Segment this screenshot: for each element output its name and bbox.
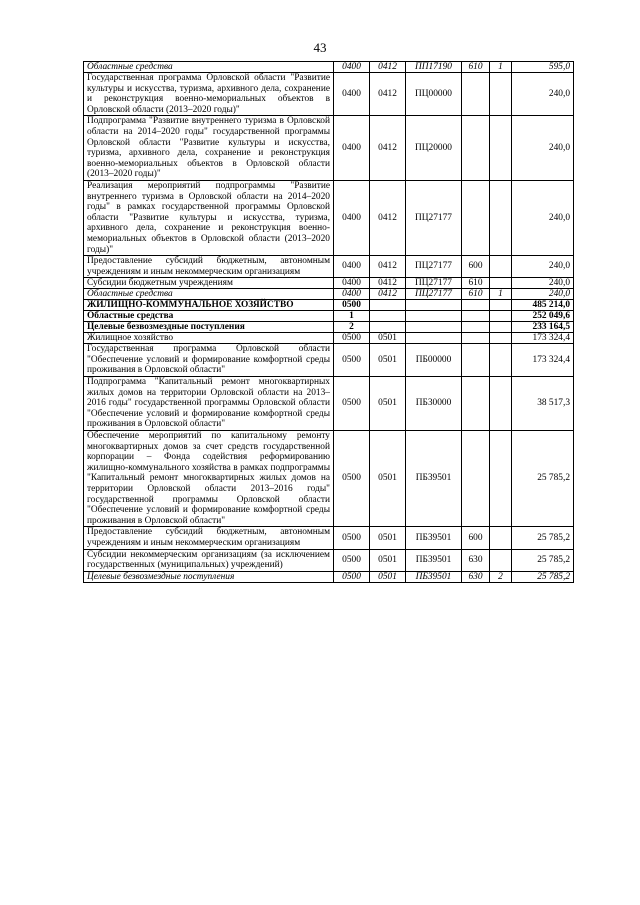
row-subsection: 0412 bbox=[370, 73, 406, 116]
row-expense-type: 610 bbox=[462, 289, 490, 300]
row-expense-type bbox=[462, 300, 490, 311]
row-source: 1 bbox=[490, 62, 512, 73]
page-number: 43 bbox=[313, 40, 327, 55]
row-expense-type: 630 bbox=[462, 571, 490, 582]
row-amount: 25 785,2 bbox=[512, 571, 574, 582]
row-target: ПБ39501 bbox=[406, 527, 462, 549]
table-row bbox=[84, 549, 574, 571]
row-expense-type: 610 bbox=[462, 278, 490, 289]
row-amount: 240,0 bbox=[512, 116, 574, 181]
table-row bbox=[84, 116, 574, 181]
row-target: ПБ39501 bbox=[406, 431, 462, 527]
row-expense-type bbox=[462, 116, 490, 181]
row-expense-type bbox=[462, 431, 490, 527]
row-subsection bbox=[370, 311, 406, 322]
row-target: ПБ00000 bbox=[406, 344, 462, 377]
row-amount: 233 164,5 bbox=[512, 322, 574, 333]
row-name: Подпрограмма "Развитие внутреннего туризма в Орловской области на 2014–2020 годы" государственной программы Орловской области "Развитие культуры и искусства, туризма, архивного дела, сохранение и реконструкция военно-мемориальных объектов в Орловской области (2013–2020 годы)" bbox=[84, 116, 334, 181]
row-source: 2 bbox=[490, 571, 512, 582]
row-expense-type bbox=[462, 180, 490, 255]
table-row bbox=[84, 256, 574, 278]
row-section: 0500 bbox=[334, 300, 370, 311]
row-source bbox=[490, 73, 512, 116]
row-section: 0500 bbox=[334, 333, 370, 344]
row-section: 0500 bbox=[334, 431, 370, 527]
row-subsection: 0412 bbox=[370, 62, 406, 73]
row-name: Областные средства bbox=[84, 289, 334, 300]
table-row bbox=[84, 431, 574, 527]
row-source bbox=[490, 333, 512, 344]
row-amount: 240,0 bbox=[512, 256, 574, 278]
table-row bbox=[84, 180, 574, 255]
row-expense-type: 600 bbox=[462, 527, 490, 549]
row-amount: 240,0 bbox=[512, 180, 574, 255]
row-name: Целевые безвозмездные поступления bbox=[84, 571, 334, 582]
row-expense-type bbox=[462, 333, 490, 344]
row-name: Подпрограмма "Капитальный ремонт многоквартирных жилых домов на территории Орловской области на 2013–2016 годы" государственной программы Орловской области "Обеспечение условий и формирование комфортной среды проживания в Орловской области" bbox=[84, 377, 334, 431]
row-section: 0400 bbox=[334, 116, 370, 181]
row-section: 0500 bbox=[334, 527, 370, 549]
row-name: Предоставление субсидий бюджетным, автономным учреждениям и иным некоммерческим организациям bbox=[84, 527, 334, 549]
row-amount: 173 324,4 bbox=[512, 344, 574, 377]
row-name: Государственная программа Орловской области "Развитие культуры и искусства, туризма, архивного дела, сохранение и реконструкция военно-мемориальных объектов в Орловской области (2013–2020 годы)" bbox=[84, 73, 334, 116]
row-amount: 25 785,2 bbox=[512, 431, 574, 527]
row-target: ПБ39501 bbox=[406, 549, 462, 571]
row-source bbox=[490, 300, 512, 311]
row-section: 2 bbox=[334, 322, 370, 333]
row-subsection bbox=[370, 322, 406, 333]
row-section: 0400 bbox=[334, 256, 370, 278]
row-source bbox=[490, 311, 512, 322]
row-section: 0500 bbox=[334, 377, 370, 431]
row-expense-type bbox=[462, 311, 490, 322]
row-section: 0400 bbox=[334, 289, 370, 300]
row-expense-type bbox=[462, 344, 490, 377]
row-name: ЖИЛИЩНО-КОММУНАЛЬНОЕ ХОЗЯЙСТВО bbox=[84, 300, 334, 311]
row-subsection: 0412 bbox=[370, 256, 406, 278]
row-source: 1 bbox=[490, 289, 512, 300]
row-section: 0400 bbox=[334, 73, 370, 116]
row-source bbox=[490, 322, 512, 333]
row-target: ПБ39501 bbox=[406, 571, 462, 582]
row-name: Государственная программа Орловской области "Обеспечение условий и формирование комфортной среды проживания в Орловской области" bbox=[84, 344, 334, 377]
row-subsection: 0501 bbox=[370, 431, 406, 527]
table-row bbox=[84, 527, 574, 549]
row-source bbox=[490, 180, 512, 255]
row-amount: 240,0 bbox=[512, 73, 574, 116]
row-name: Реализация мероприятий подпрограммы "Развитие внутреннего туризма в Орловской области на 2014–2020 годы" в рамках государственной программы Орловской области "Развитие культуры и искусства, туризма, архивного дела, сохранение и реконструкция военно-мемориальных объектов в Орловской области (2013–2020 годы)" bbox=[84, 180, 334, 255]
table-row bbox=[84, 73, 574, 116]
table-row bbox=[84, 344, 574, 377]
row-expense-type: 600 bbox=[462, 256, 490, 278]
row-subsection: 0501 bbox=[370, 527, 406, 549]
row-source bbox=[490, 527, 512, 549]
row-section: 0500 bbox=[334, 344, 370, 377]
row-target: ПЦ27177 bbox=[406, 278, 462, 289]
row-target bbox=[406, 300, 462, 311]
table-row bbox=[84, 289, 574, 300]
row-amount: 485 214,0 bbox=[512, 300, 574, 311]
row-name: Обеспечение мероприятий по капитальному ремонту многоквартирных домов за счет средств государственной корпорации – Фонда содействия реформированию жилищно-коммунального хозяйства в рамках подпрограммы "Капитальный ремонт многоквартирных жилых домов на территории Орловской области 2013–2016 годы" государственной программы Орловской области "Обеспечение условий и формирование комфортной среды проживания в Орловской области" bbox=[84, 431, 334, 527]
row-subsection: 0501 bbox=[370, 333, 406, 344]
row-expense-type bbox=[462, 322, 490, 333]
row-section: 0500 bbox=[334, 571, 370, 582]
table-row bbox=[84, 377, 574, 431]
table-row bbox=[84, 300, 574, 311]
row-subsection: 0501 bbox=[370, 344, 406, 377]
row-section: 0500 bbox=[334, 549, 370, 571]
row-target: ПЦ27177 bbox=[406, 180, 462, 255]
budget-table bbox=[83, 61, 574, 583]
row-amount: 38 517,3 bbox=[512, 377, 574, 431]
row-subsection: 0412 bbox=[370, 180, 406, 255]
row-subsection: 0501 bbox=[370, 571, 406, 582]
row-source bbox=[490, 116, 512, 181]
row-target: ПЦ20000 bbox=[406, 116, 462, 181]
table-row bbox=[84, 278, 574, 289]
row-amount: 25 785,2 bbox=[512, 527, 574, 549]
row-amount: 595,0 bbox=[512, 62, 574, 73]
row-source bbox=[490, 344, 512, 377]
row-subsection: 0412 bbox=[370, 278, 406, 289]
row-expense-type bbox=[462, 377, 490, 431]
row-source bbox=[490, 549, 512, 571]
row-amount: 173 324,4 bbox=[512, 333, 574, 344]
row-target bbox=[406, 311, 462, 322]
row-subsection bbox=[370, 300, 406, 311]
row-source bbox=[490, 256, 512, 278]
row-name: Субсидии бюджетным учреждениям bbox=[84, 278, 334, 289]
table-row bbox=[84, 62, 574, 73]
row-name: Жилищное хозяйство bbox=[84, 333, 334, 344]
row-section: 0400 bbox=[334, 278, 370, 289]
row-target bbox=[406, 322, 462, 333]
row-name: Предоставление субсидий бюджетным, автономным учреждениям и иным некоммерческим организациям bbox=[84, 256, 334, 278]
table-row bbox=[84, 311, 574, 322]
row-amount: 25 785,2 bbox=[512, 549, 574, 571]
row-section: 1 bbox=[334, 311, 370, 322]
row-source bbox=[490, 278, 512, 289]
row-amount: 252 049,6 bbox=[512, 311, 574, 322]
table-row bbox=[84, 333, 574, 344]
row-amount: 240,0 bbox=[512, 278, 574, 289]
row-target: ПП17190 bbox=[406, 62, 462, 73]
row-section: 0400 bbox=[334, 62, 370, 73]
row-source bbox=[490, 377, 512, 431]
row-subsection: 0412 bbox=[370, 116, 406, 181]
row-section: 0400 bbox=[334, 180, 370, 255]
row-amount: 240,0 bbox=[512, 289, 574, 300]
row-name: Субсидии некоммерческим организациям (за исключением государственных (муниципальных) учреждений) bbox=[84, 549, 334, 571]
row-expense-type: 630 bbox=[462, 549, 490, 571]
row-subsection: 0412 bbox=[370, 289, 406, 300]
row-expense-type bbox=[462, 73, 490, 116]
row-target: ПЦ27177 bbox=[406, 256, 462, 278]
row-target bbox=[406, 333, 462, 344]
table-row bbox=[84, 571, 574, 582]
row-subsection: 0501 bbox=[370, 377, 406, 431]
table-row bbox=[84, 322, 574, 333]
row-name: Целевые безвозмездные поступления bbox=[84, 322, 334, 333]
row-subsection: 0501 bbox=[370, 549, 406, 571]
row-name: Областные средства bbox=[84, 62, 334, 73]
row-expense-type: 610 bbox=[462, 62, 490, 73]
row-target: ПЦ27177 bbox=[406, 289, 462, 300]
row-source bbox=[490, 431, 512, 527]
row-target: ПЦ00000 bbox=[406, 73, 462, 116]
row-name: Областные средства bbox=[84, 311, 334, 322]
row-target: ПБ30000 bbox=[406, 377, 462, 431]
